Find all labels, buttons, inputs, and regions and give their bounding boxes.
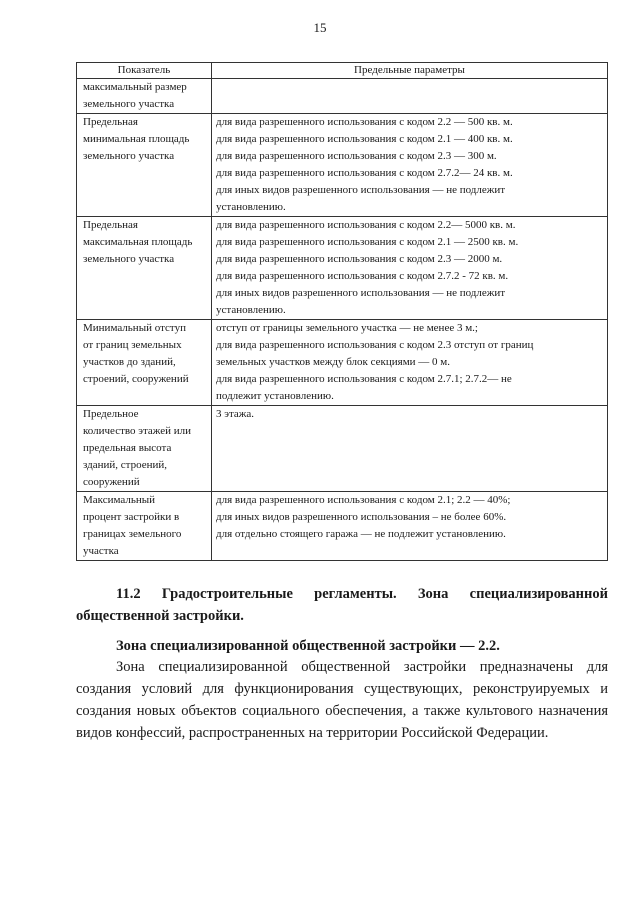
parameter-line: земельных участков между блок секциями — 0 м. bbox=[216, 356, 451, 368]
indicator-line: Минимальный отступ bbox=[83, 322, 186, 334]
parameter-line: для отдельно стоящего гаража — не подлежит установлению. bbox=[216, 528, 506, 540]
table-row bbox=[77, 217, 608, 320]
indicator-cell bbox=[77, 114, 212, 217]
indicator-line: участков до зданий, bbox=[83, 356, 176, 368]
parameters-cell bbox=[212, 217, 608, 320]
table-body bbox=[77, 79, 608, 561]
heading-word: Зона bbox=[417, 586, 449, 602]
indicator-line: Предельная bbox=[83, 219, 138, 231]
indicator-line: строений, сооружений bbox=[83, 373, 189, 385]
indicator-line: земельного участка bbox=[83, 98, 175, 110]
parameter-line: для вида разрешенного использования с кодом 2.7.2— 24 кв. м. bbox=[216, 167, 513, 179]
section-heading bbox=[76, 583, 608, 627]
indicator-line: предельная высота bbox=[83, 442, 172, 454]
indicator-line: земельного участка bbox=[83, 150, 175, 162]
indicator-cell bbox=[77, 406, 212, 492]
indicator-line: земельного участка bbox=[83, 253, 175, 265]
parameters-cell bbox=[212, 320, 608, 406]
parameters-cell bbox=[212, 114, 608, 217]
heading-word: специализированной bbox=[469, 586, 608, 602]
indicator-line: максимальный размер bbox=[83, 81, 187, 93]
section-heading-line-2: общественной застройки. bbox=[76, 608, 244, 624]
zone-description-paragraph: Зона специализированной общественной застройки предназначены для создания условий для функционирования существующих, реконструируемых и создания новых объектов социального обеспечения, а также культового назначения видов конфессий, распространенных на территории Российской Федерации. bbox=[76, 659, 608, 741]
indicator-line: Предельное bbox=[83, 408, 139, 420]
parameter-line: для вида разрешенного использования с кодом 2.3 отступ от границ bbox=[216, 339, 534, 351]
indicator-cell bbox=[77, 320, 212, 406]
heading-word: регламенты. bbox=[314, 586, 397, 602]
parameter-line: для вида разрешенного использования с кодом 2.7.1; 2.7.2— не bbox=[216, 373, 512, 385]
parameter-line: для вида разрешенного использования с кодом 2.1 — 2500 кв. м. bbox=[216, 236, 519, 248]
parameters-cell bbox=[212, 79, 608, 114]
indicator-cell bbox=[77, 79, 212, 114]
parameters-table bbox=[76, 62, 608, 561]
header-indicator: Показатель bbox=[77, 63, 212, 79]
zone-subheading: Зона специализированной общественной застройки — 2.2. bbox=[116, 638, 500, 654]
parameter-line: для иных видов разрешенного использования — не подлежит bbox=[216, 184, 506, 196]
parameter-line: установлению. bbox=[216, 304, 286, 316]
parameter-line: для вида разрешенного использования с кодом 2.1 — 400 кв. м. bbox=[216, 133, 513, 145]
parameter-line: 3 этажа. bbox=[216, 408, 255, 420]
parameter-line: для иных видов разрешенного использования — не подлежит bbox=[216, 287, 506, 299]
table-row bbox=[77, 320, 608, 406]
parameter-line: установлению. bbox=[216, 201, 286, 213]
parameter-line: для вида разрешенного использования с кодом 2.2— 5000 кв. м. bbox=[216, 219, 516, 231]
indicator-line: Максимальный bbox=[83, 494, 156, 506]
header-parameters: Предельные параметры bbox=[212, 63, 608, 79]
parameter-line: подлежит установлению. bbox=[216, 390, 334, 402]
parameters-cell bbox=[212, 406, 608, 492]
indicator-line: минимальная площадь bbox=[83, 133, 190, 145]
table-row bbox=[77, 114, 608, 217]
table-header-row bbox=[77, 63, 608, 79]
parameter-line: для вида разрешенного использования с кодом 2.1; 2.2 — 40%; bbox=[216, 494, 511, 506]
parameter-line: для вида разрешенного использования с кодом 2.3 — 2000 м. bbox=[216, 253, 503, 265]
parameter-line: для вида разрешенного использования с кодом 2.2 — 500 кв. м. bbox=[216, 116, 513, 128]
indicator-line: зданий, строений, bbox=[83, 459, 168, 471]
parameter-line: для вида разрешенного использования с кодом 2.7.2 - 72 кв. м. bbox=[216, 270, 509, 282]
heading-word: Градостроительные bbox=[161, 586, 293, 602]
indicator-line: участка bbox=[83, 545, 119, 557]
table-row bbox=[77, 492, 608, 561]
page-number: 15 bbox=[313, 20, 327, 35]
table-row bbox=[77, 79, 608, 114]
indicator-cell bbox=[77, 492, 212, 561]
indicator-line: Предельная bbox=[83, 116, 138, 128]
table-row bbox=[77, 406, 608, 492]
parameter-line: для вида разрешенного использования с кодом 2.3 — 300 м. bbox=[216, 150, 497, 162]
indicator-line: от границ земельных bbox=[83, 339, 182, 351]
indicator-cell bbox=[77, 217, 212, 320]
indicator-line: максимальная площадь bbox=[83, 236, 193, 248]
indicator-line: границах земельного bbox=[83, 528, 182, 540]
section-heading-line-1 bbox=[76, 583, 608, 605]
indicator-line: сооружений bbox=[83, 476, 140, 488]
indicator-line: количество этажей или bbox=[83, 425, 192, 437]
parameters-cell bbox=[212, 492, 608, 561]
parameter-line: для иных видов разрешенного использования – не более 60%. bbox=[216, 511, 507, 523]
indicator-line: процент застройки в bbox=[83, 511, 180, 523]
heading-word: 11.2 bbox=[116, 586, 141, 602]
parameter-line: отступ от границы земельного участка — не менее 3 м.; bbox=[216, 322, 478, 334]
